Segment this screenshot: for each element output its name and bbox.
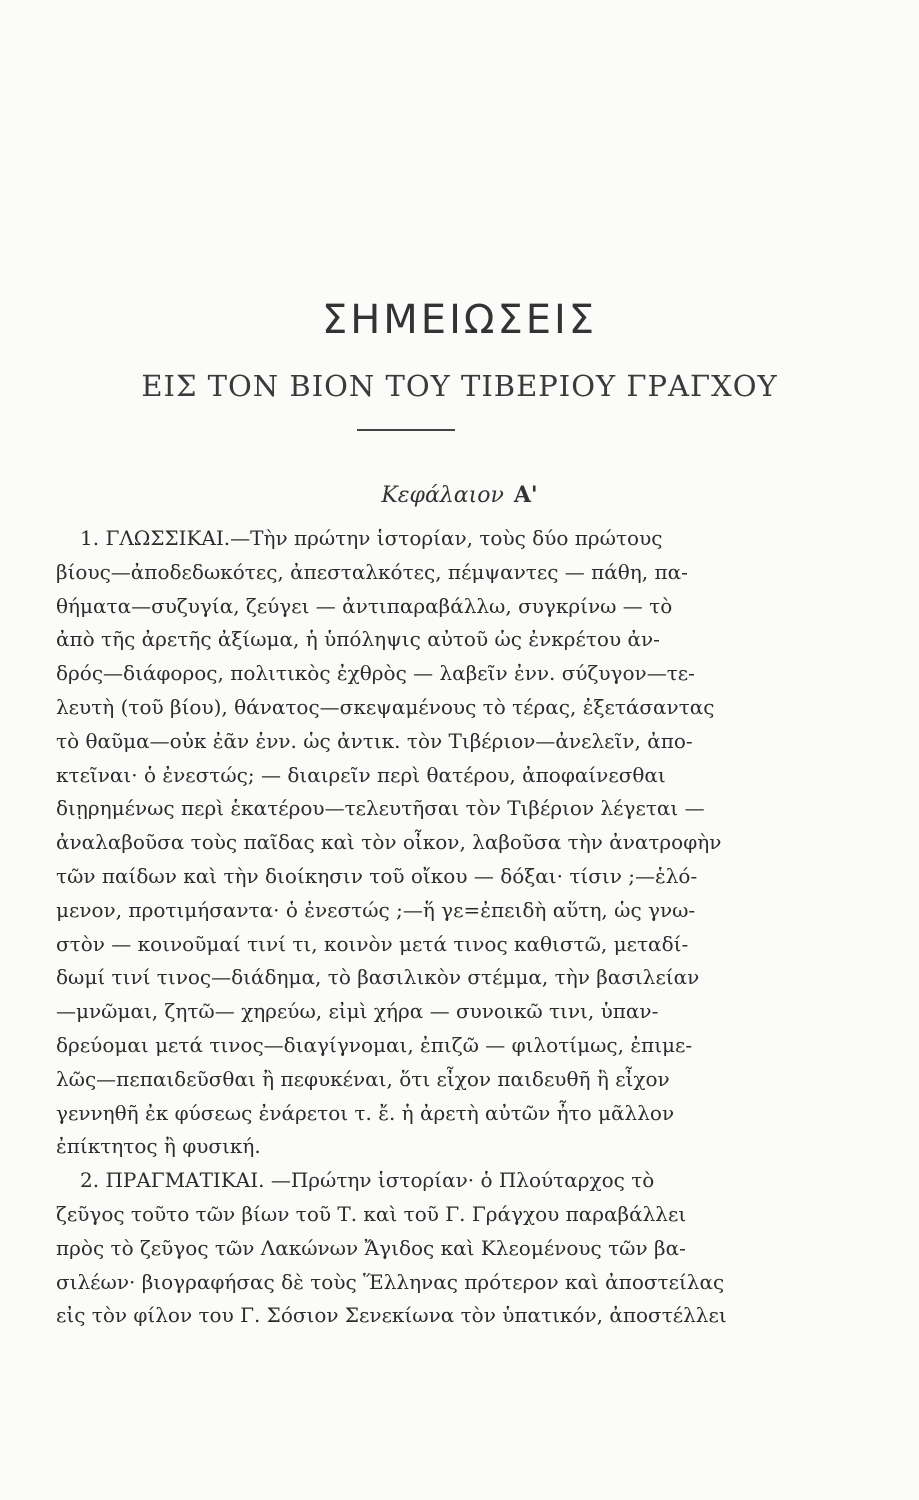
text-line: δρός—διάφορος, πολιτικὸς ἐχθρὸς — λαβεῖν ἐνν. σύζυγον—τε- xyxy=(56,661,695,686)
chapter-heading xyxy=(0,480,919,511)
text-line: 1. ΓΛΩΣΣΙΚΑΙ.—Τὴν πρώτην ἱστορίαν, τοὺς δύο πρώτους xyxy=(80,526,663,550)
text-line: λῶς—πεπαιδεῦσθαι ἢ πεφυκέναι, ὅτι εἶχον παιδευθῆ ἢ εἶχον xyxy=(56,1066,670,1091)
body-text xyxy=(56,522,778,1333)
text-line: σιλέων· βιογραφήσας δὲ τοὺς Ἕλληνας πρότερον καὶ ἀποστείλας xyxy=(56,1269,725,1294)
text-line: τὸ θαῦμα—οὐκ ἐᾶν ἐνν. ὡς ἀντικ. τὸν Τιβέριον—ἀνελεῖν, ἀπο- xyxy=(56,728,693,753)
text-line: δωμί τινί τινος—διάδημα, τὸ βασιλικὸν στέμμα, τὴν βασιλείαν xyxy=(56,965,700,990)
text-line: στὸν — κοινοῦμαί τινί τι, κοινὸν μετά τινος καθιστῶ, μεταδί- xyxy=(56,931,689,956)
text-line: γεννηθῆ ἐκ φύσεως ἐνάρετοι τ. ἔ. ἡ ἀρετὴ αὐτῶν ἦτο μᾶλλον xyxy=(56,1100,675,1125)
text-line: ἐπίκτητος ἢ φυσική. xyxy=(56,1134,261,1159)
text-line: ζεῦγος τοῦτο τῶν βίων τοῦ Τ. καὶ τοῦ Γ. Γράγχου παραβάλλει xyxy=(56,1201,687,1226)
text-line: ἀναλαβοῦσα τοὺς παῖδας καὶ τὸν οἶκον, λαβοῦσα τὴν ἀνατροφὴν xyxy=(56,830,722,855)
page-subtitle: ΕΙΣ ΤΟΝ ΒΙΟΝ ΤΟΥ ΤΙΒΕΡΙΟΥ ΓΡΑΓΧΟΥ xyxy=(141,369,778,403)
divider xyxy=(357,429,455,431)
text-line: δρεύομαι μετά τινος—διαγίγνομαι, ἐπιζῶ — φιλοτίμως, ἐπιμε- xyxy=(56,1032,693,1057)
text-line: λευτὴ (τοῦ βίου), θάνατος—σκεψαμένους τὸ τέρας, ἐξετάσαντας xyxy=(56,694,715,719)
text-line: βίους—ἀποδεδωκότες, ἀπεσταλκότες, πέμψαντες — πάθη, πα- xyxy=(56,559,688,584)
text-line: 2. ΠΡΑΓΜΑΤΙΚΑΙ. —Πρώτην ἱστορίαν· ὁ Πλούταρχος τὸ xyxy=(80,1168,655,1193)
text-line: κτεῖναι· ὁ ἐνεστώς; — διαιρεῖν περὶ θατέρου, ἀποφαίνεσθαι xyxy=(56,762,666,787)
page-title: ΣΗΜΕΙΩΣΕΙΣ xyxy=(321,297,598,343)
chapter-label: Κεφάλαιον xyxy=(381,483,504,508)
text-line: θήματα—συζυγία, ζεύγει — ἀντιπαραβάλλω, συγκρίνω — τὸ xyxy=(56,593,673,618)
text-line: εἰς τὸν φίλον του Γ. Σόσιον Σενεκίωνα τὸν ὑπατικόν, ἀποστέλλει xyxy=(56,1303,727,1328)
text-line: —μνῶμαι, ζητῶ— χηρεύω, εἰμὶ χήρα — συνοικῶ τινι, ὑπαν- xyxy=(56,999,659,1024)
chapter-number: Α' xyxy=(513,482,538,508)
text-line: διῃρημένως περὶ ἑκατέρου—τελευτῆσαι τὸν Τιβέριον λέγεται — xyxy=(56,796,705,821)
text-line: ἀπὸ τῆς ἀρετῆς ἀξίωμα, ἡ ὑπόληψις αὐτοῦ ὡς ἐνκρέτου ἀν- xyxy=(56,627,660,652)
text-line: μενον, προτιμήσαντα· ὁ ἐνεστώς ;—ἥ γε=ἐπειδὴ αὕτη, ὡς γνω- xyxy=(56,897,696,922)
text-line: τῶν παίδων καὶ τὴν διοίκησιν τοῦ οἴκου — δόξαι· τίσιν ;—ἑλό- xyxy=(56,863,698,888)
text-line: πρὸς τὸ ζεῦγος τῶν Λακώνων Ἄγιδος καὶ Κλεομένους τῶν βα- xyxy=(56,1235,686,1260)
